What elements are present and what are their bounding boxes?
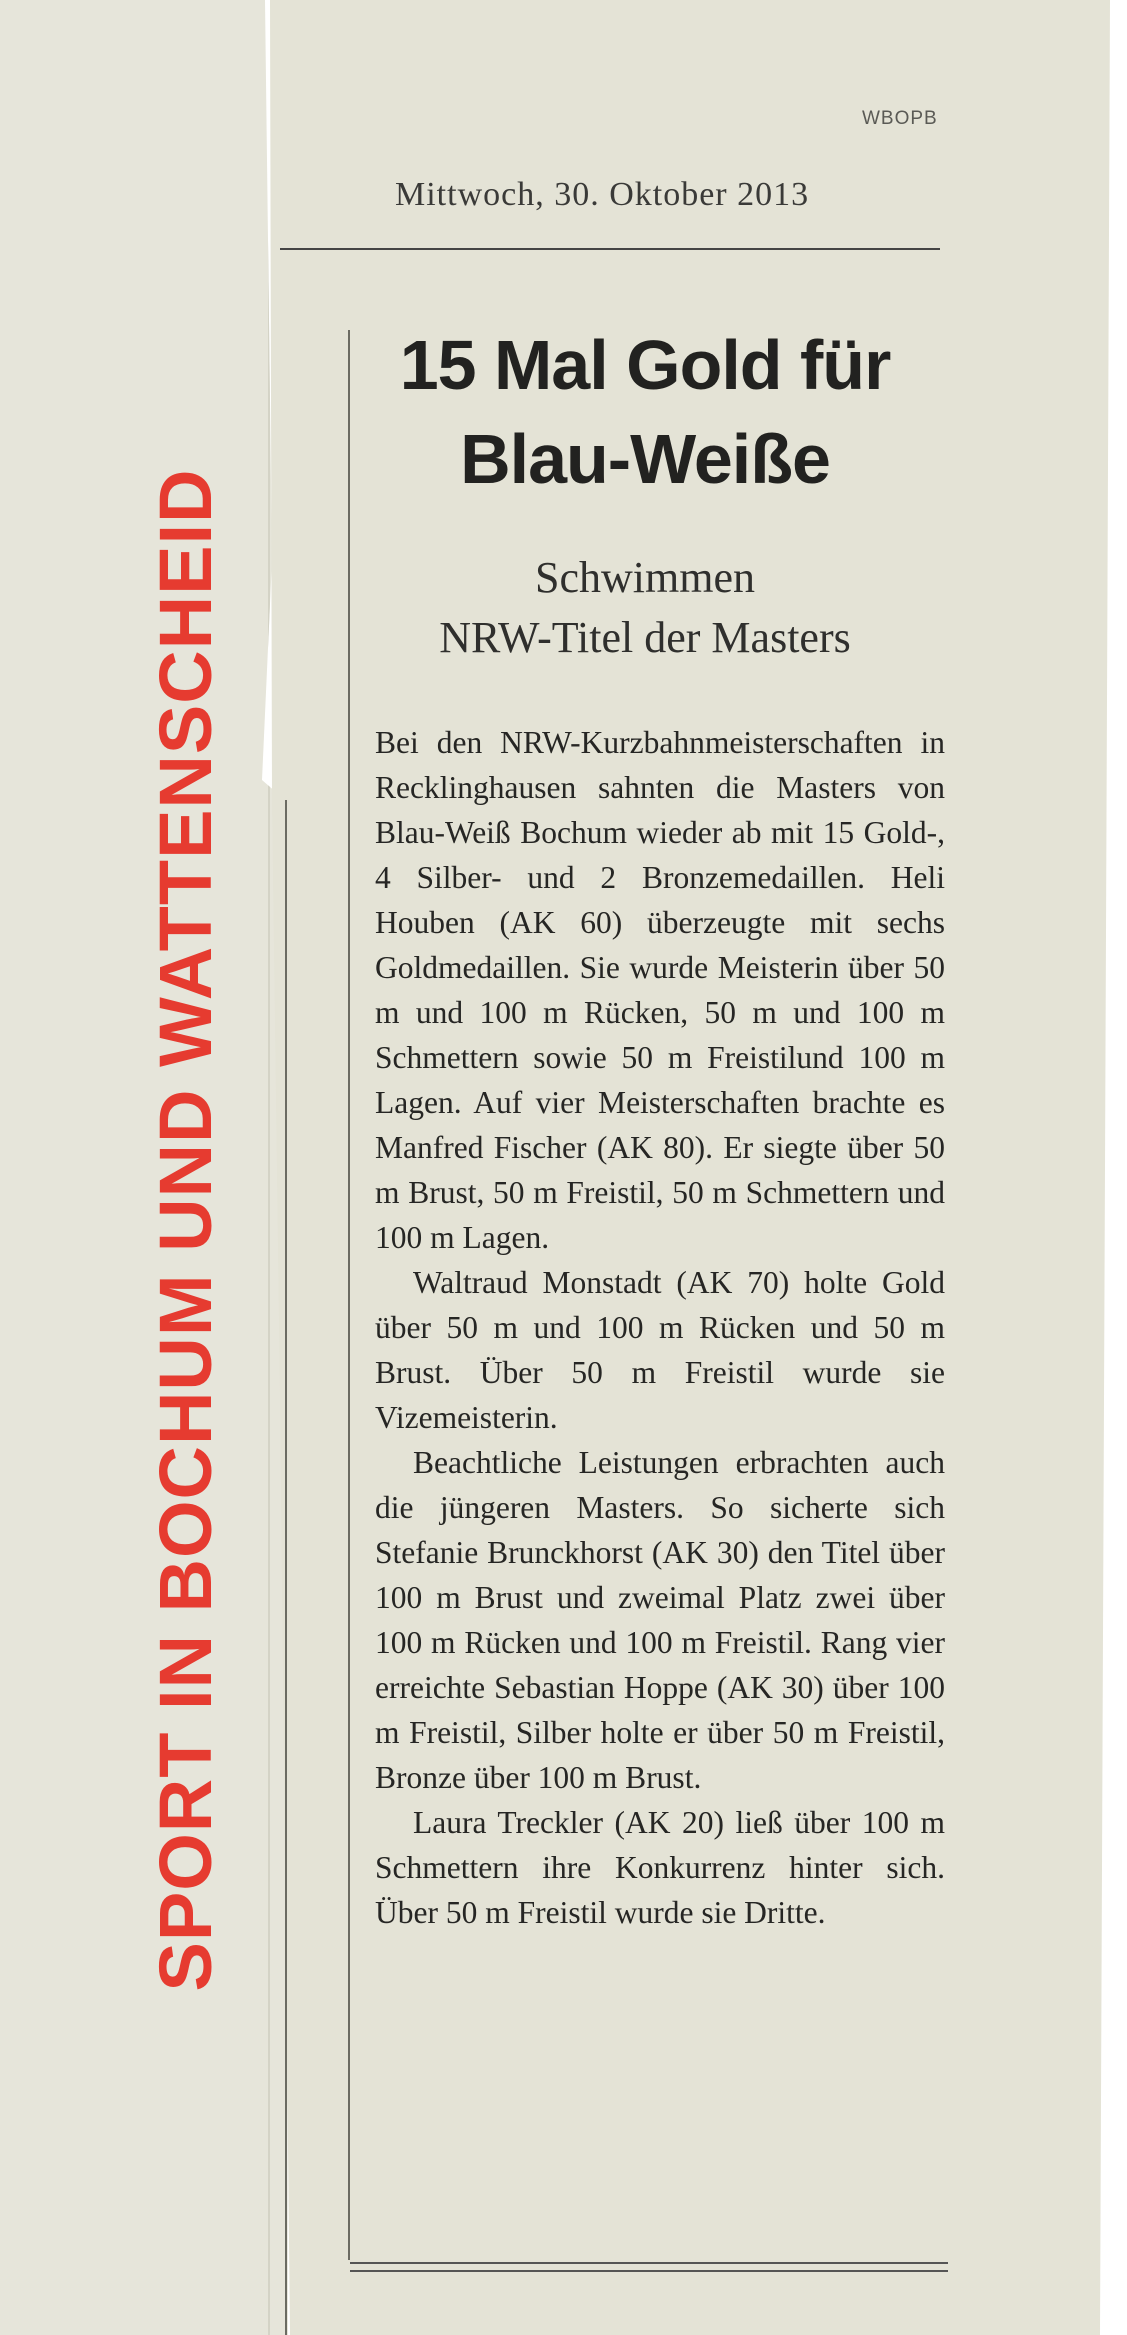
publication-date: Mittwoch, 30. Oktober 2013 <box>395 176 810 213</box>
section-title: SPORT IN BOCHUM UND WATTENSCHEID <box>144 468 227 1992</box>
bottom-rule-1 <box>350 2262 948 2264</box>
paragraph-1: Bei den NRW-Kurzbahnmeisterschaften in Recklinghausen sahnten die Masters von Blau-Weiß Bochum wieder ab mit 15 Gold-, 4 Silber- und 2 Bronzemedaillen. Heli Houben (AK 60) überzeugte mit sechs Goldmedaillen. Sie wurde Meisterin über 50 m und 100 m Rücken, 50 m und 100 m Schmettern sowie 50 m Freistilund 100 m Lagen. Auf vier Meisterschaften brachte es Manfred Fischer (AK 80). Er siegte über 50 m Brust, 50 m Freistil, 50 m Schmettern und 100 m Lagen. <box>375 725 945 1255</box>
paragraph-3: Beachtliche Leistungen erbrachten auch die jüngeren Masters. So sicherte sich Stefanie Brunckhorst (AK 30) den Titel über 100 m Brust und zweimal Platz zwei über 100 m Rücken und 100 m Freistil. Rang vier erreichte Sebastian Hoppe (AK 30) über 100 m Freistil, Silber holte er über 50 m Freistil, Bronze über 100 m Brust. <box>375 1445 945 1795</box>
subhead-title: NRW-Titel der Masters <box>439 613 851 662</box>
header-rule <box>280 248 940 250</box>
article-subhead <box>345 548 945 668</box>
paragraph-2: Waltraud Monstadt (AK 70) holte Gold über 50 m und 100 m Rücken und 50 m Brust. Über 50 m Freistil wurde sie Vizemeisterin. <box>375 1265 945 1435</box>
strip-edge <box>268 0 270 2335</box>
bottom-rule-2 <box>350 2270 948 2272</box>
paragraph-4: Laura Treckler (AK 20) ließ über 100 m Schmettern ihre Konkurrenz hinter sich. Über 50 m Freistil wurde sie Dritte. <box>375 1805 945 1930</box>
article-headline: 15 Mal Gold für Blau-Weiße <box>399 326 891 498</box>
edition-code: WBOPB <box>862 108 938 129</box>
article-body <box>375 720 945 1935</box>
subhead-topic: Schwimmen <box>535 553 755 602</box>
column-divider-outer <box>285 800 287 2335</box>
